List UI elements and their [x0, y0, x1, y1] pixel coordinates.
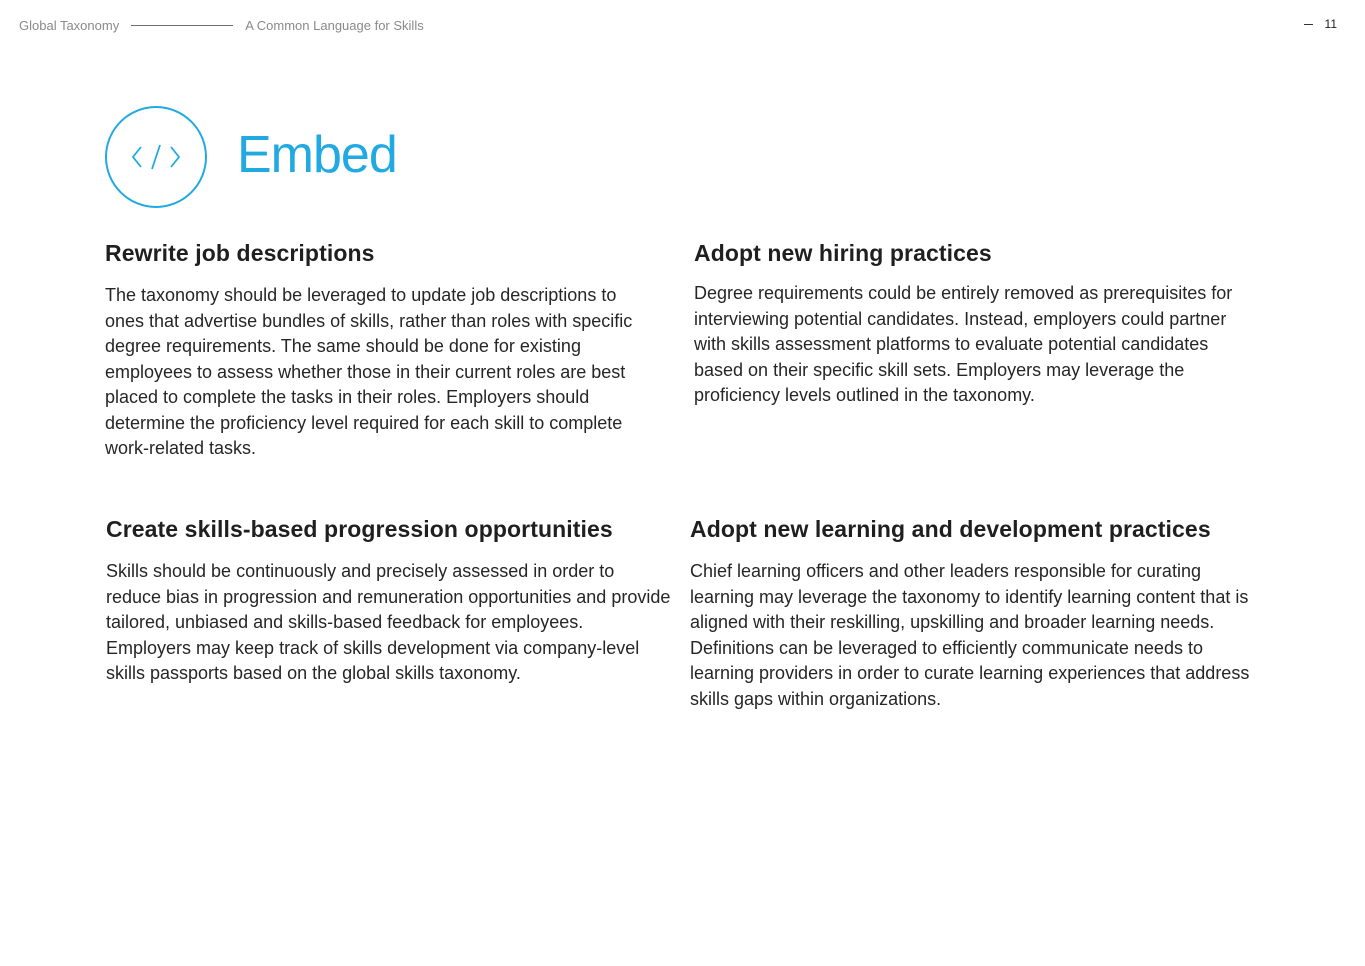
publication-title: Global Taxonomy — [19, 18, 120, 33]
section-body: The taxonomy should be leveraged to update job descriptions to ones that advertise bundles of skills, rather than roles with specific degree requirements. The same should be done for existing employees to assess whether those in their current roles are best placed to complete the tasks in their roles. Employers should determine the proficiency level required for each skill to complete work-related tasks. — [105, 285, 633, 458]
page-number: 11 — [1324, 17, 1337, 31]
section-hero — [105, 106, 397, 208]
section-body: Skills should be continuously and precisely assessed in order to reduce bias in progression and remuneration opportunities and provide tailored, unbiased and skills-based feedback for employees. Employers may keep track of skills development via company-level skills passports based on the global skills taxonomy. — [106, 561, 671, 683]
page-number-dash — [1304, 24, 1313, 25]
section-skills-progression — [106, 516, 676, 687]
header-divider — [131, 25, 233, 26]
section-body: Chief learning officers and other leaders responsible for curating learning may leverage the taxonomy to identify learning content that is aligned with their reskilling, upskilling and broader learning needs. Definitions can be leveraged to efficiently communicate needs to learning providers in order to curate learning experiences that address skills gaps within organizations. — [690, 561, 1250, 709]
hero-title: Embed — [237, 126, 397, 184]
page-number-block — [1304, 17, 1337, 31]
code-icon — [131, 142, 181, 172]
section-adopt-hiring-practices — [694, 240, 1269, 409]
section-learning-development — [690, 516, 1270, 712]
hero-icon-circle — [105, 106, 207, 208]
section-heading: Create skills-based progression opportunities — [106, 516, 613, 542]
running-header — [19, 18, 424, 33]
section-body: Degree requirements could be entirely removed as prerequisites for interviewing potential candidates. Instead, employers could partner with skills assessment platforms to evaluate potential candidates based on their specific skill sets. Employers may leverage the proficiency levels outlined in the taxonomy. — [694, 283, 1233, 405]
section-heading: Adopt new hiring practices — [694, 240, 992, 266]
publication-subtitle: A Common Language for Skills — [245, 18, 424, 33]
section-heading: Adopt new learning and development practices — [690, 516, 1211, 542]
section-rewrite-job-descriptions — [105, 240, 665, 462]
section-heading: Rewrite job descriptions — [105, 240, 375, 266]
